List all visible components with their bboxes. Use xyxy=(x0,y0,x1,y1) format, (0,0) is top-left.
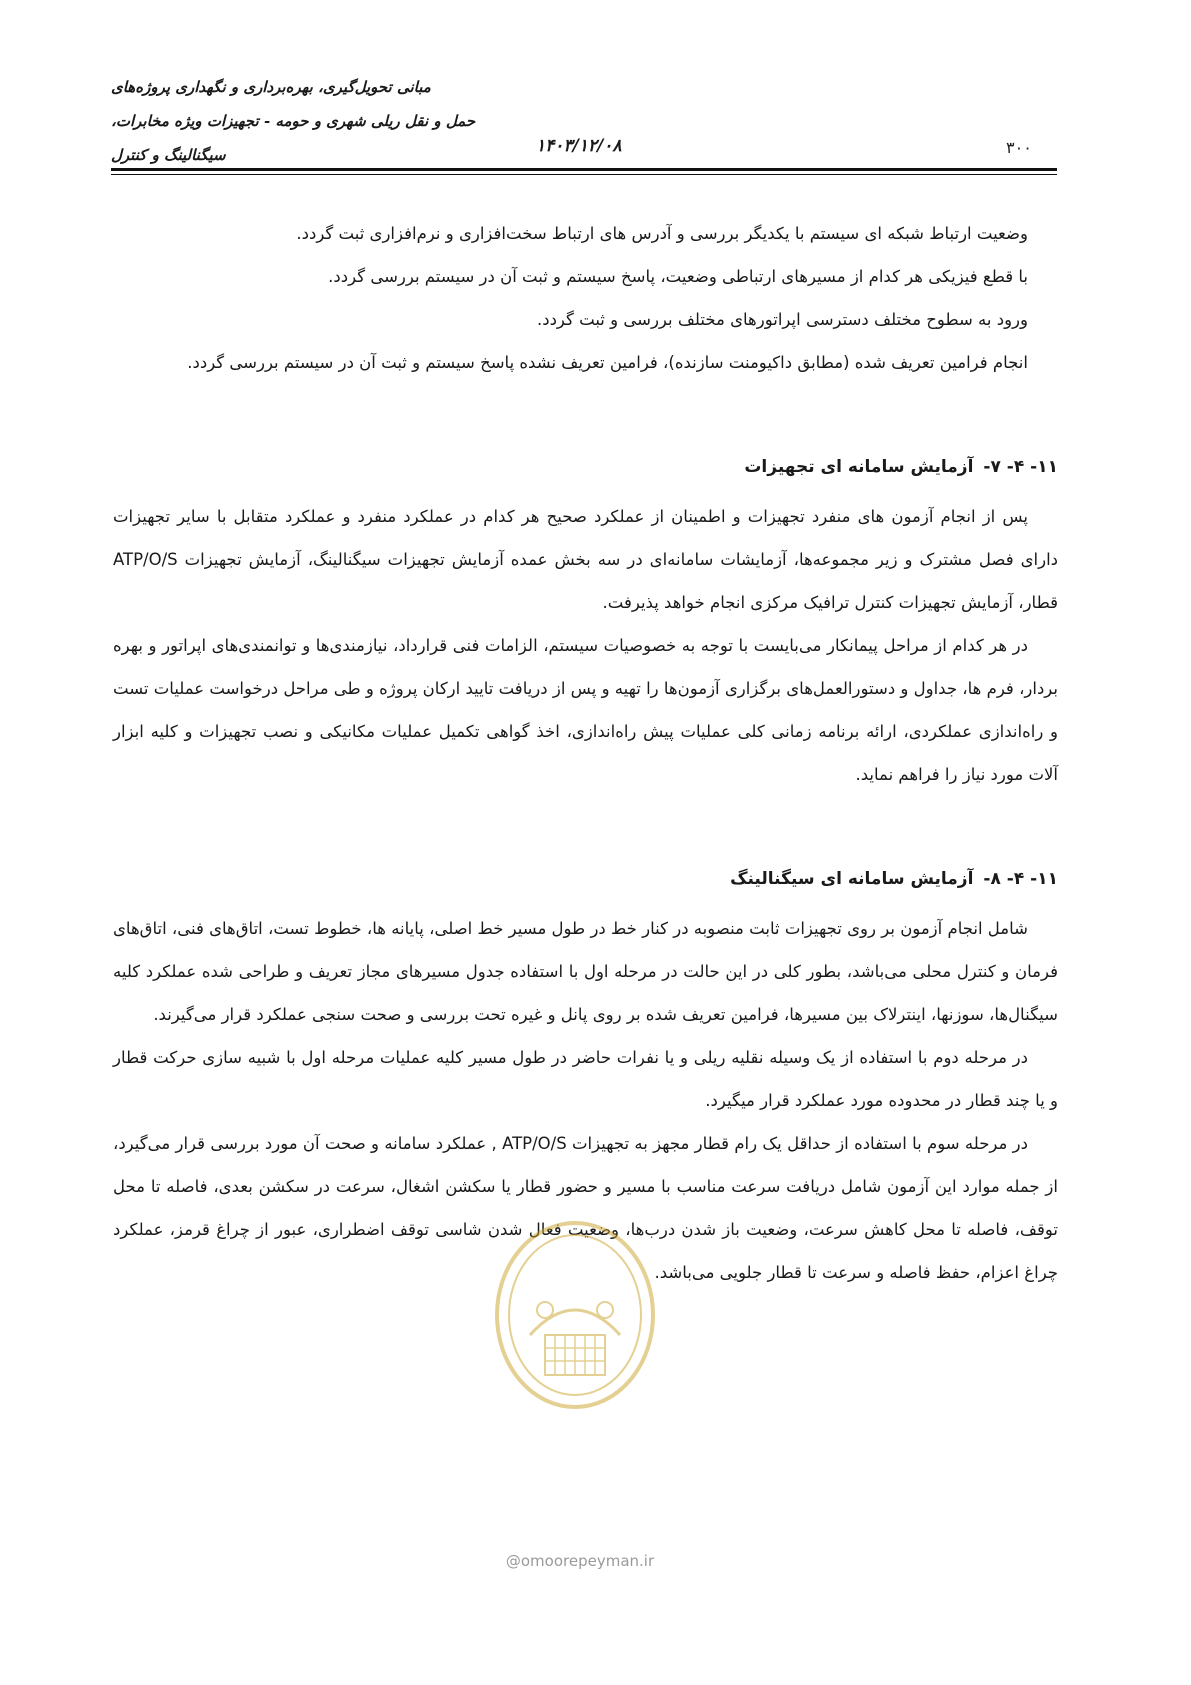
header-rule-thin xyxy=(111,174,1057,175)
intro-paragraph-1: وضعیت ارتباط شبکه ای سیستم با یکدیگر بررسی و آدرس های ارتباط سخت‌افزاری و نرم‌افزاری ثبت گردد. xyxy=(296,224,1028,243)
intro-paragraph-3: ورود به سطوح مختلف دسترسی اپراتورهای مختلف بررسی و ثبت گردد. xyxy=(536,310,1028,329)
section-8-paragraph-3: در مرحله سوم با استفاده از حداقل یک رام قطار مجهز به تجهیزات ATP/O/S , عملکرد سامانه و صحت آن مورد بررسی قرار می‌گیرد، از جمله موارد این آزمون شامل دریافت سرعت مناسب با مسیر و حضور قطار یا سکشن اشغال، سرعت در سکشن بعدی، فاصله تا محل توقف، فاصله تا محل کاهش سرعت، وضعیت باز شدن درب‌ها، وضعیت فعال شدن شاسی توقف اضطراری، عبور از چراغ قرمز، عملکرد چراغ اعزام، حفظ فاصله و سرعت تا قطار جلویی می‌باشد. xyxy=(113,1134,1058,1282)
section-title: آزمایش سامانه ای تجهیزات xyxy=(744,457,974,477)
section-number: ۱۱- ۴- ۷- xyxy=(983,457,1058,477)
intro-paragraph-2: با قطع فیزیکی هر کدام از مسیرهای ارتباطی وضعیت، پاسخ سیستم و ثبت آن در سیستم بررسی گردد. xyxy=(328,267,1028,286)
section-title: آزمایش سامانه ای سیگنالینگ xyxy=(730,869,974,889)
document-title-line-3: سیگنالینگ و کنترل xyxy=(111,146,226,164)
page-number: ۳۰۰ xyxy=(1006,138,1032,157)
section-8-paragraph-1: شامل انجام آزمون بر روی تجهیزات ثابت منصوبه در کنار خط در طول مسیر خط اصلی، پایانه ها، خطوط تست، اتاق‌های فنی، اتاق‌های فرمان و کنترل محلی می‌باشد، بطور کلی در این حالت در مرحله اول با استفاده جدول مسیرهای مجاز تعریف و طراحی شده عملکرد کلیه سیگنال‌ها، سوزنها، اینترلاک بین مسیرها، فرامین تعریف شده بر روی پانل و غیره تحت بررسی و صحت سنجی عملکرد قرار می‌گیرند. xyxy=(113,919,1058,1024)
section-heading-8 xyxy=(113,858,1058,901)
section-8-paragraph-2: در مرحله دوم با استفاده از یک وسیله نقلیه ریلی و یا نفرات حاضر در طول مسیر کلیه عملیات مرحله اول با شبیه سازی حرکت قطار و یا چند قطار در محدوده مورد عملکرد قرار میگیرد. xyxy=(113,1048,1058,1110)
document-title xyxy=(111,70,522,172)
intro-paragraph-4: انجام فرامین تعریف شده (مطابق داکیومنت سازنده)، فرامین تعریف نشده پاسخ سیستم و ثبت آن در سیستم بررسی گردد. xyxy=(187,353,1028,372)
document-date: ۱۴۰۳/۱۲/۰۸ xyxy=(536,136,622,156)
section-number: ۱۱- ۴- ۸- xyxy=(983,869,1058,889)
footer-website: @omoorepeyman.ir xyxy=(505,1552,655,1570)
document-title-line-1: مبانی تحویل‌گیری، بهره‌برداری و نگهداری پروژه‌های xyxy=(111,78,431,96)
section-heading-7 xyxy=(113,446,1058,489)
page-header xyxy=(111,58,1057,176)
page-body xyxy=(113,212,1058,1294)
section-7-paragraph-2: در هر کدام از مراحل پیمانکار می‌بایست با توجه به خصوصیات سیستم، الزامات فنی قرارداد، نیازمندی‌ها و توانمندی‌های اپراتور و بهره بردار، فرم ها، جداول و دستورالعمل‌های برگزاری آزمون‌ها را تهیه و پس از دریافت تایید ارکان پروژه و طی مراحل درخواست عملیات تست و راه‌اندازی عملکردی، ارائه برنامه زمانی کلی عملیات پیش راه‌اندازی، اخذ گواهی تکمیل عملیات مکانیکی و نصب تجهیزات و کلیه ابزار آلات مورد نیاز را فراهم نماید. xyxy=(113,636,1058,784)
section-7-paragraph-1: پس از انجام آزمون های منفرد تجهیزات و اطمینان از عملکرد صحیح هر کدام در عملکرد منفرد و عملکرد متقابل با سایر تجهیزات دارای فصل مشترک و زیر مجموعه‌ها، آزمایشات سامانه‌ای در سه بخش عمده آزمایش تجهیزات سیگنالینگ، آزمایش تجهیزات ATP/O/S قطار، آزمایش تجهیزات کنترل ترافیک مرکزی انجام خواهد پذیرفت. xyxy=(113,507,1058,612)
header-rule-thick xyxy=(111,168,1057,171)
document-title-line-2: حمل و نقل ریلی شهری و حومه - تجهیزات ویژه مخابرات، xyxy=(111,112,476,130)
